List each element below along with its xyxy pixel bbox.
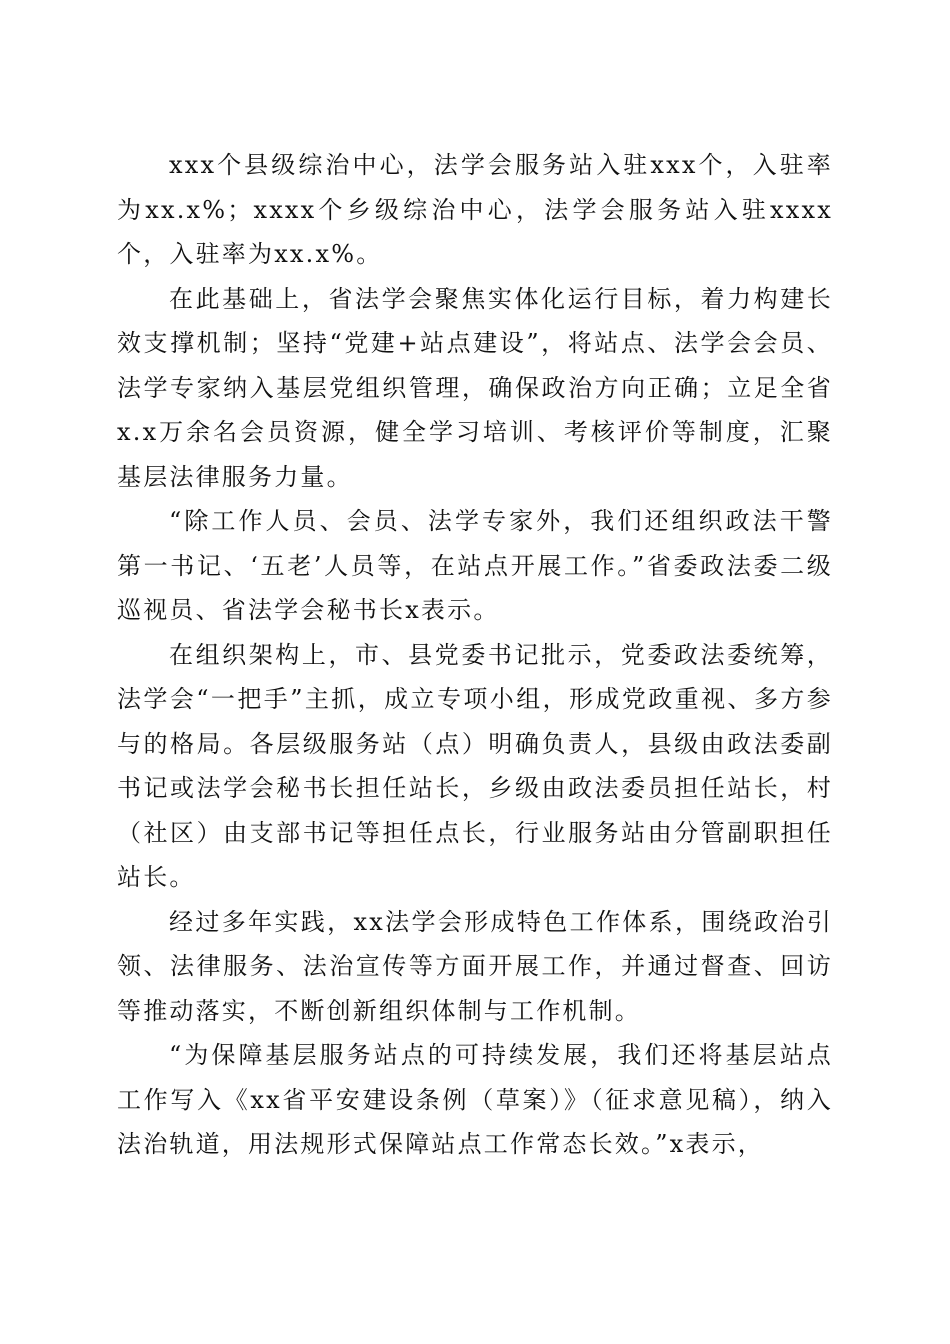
- document-body: [117, 143, 833, 1167]
- paragraph-2: 在此基础上，省法学会聚焦实体化运行目标，着力构建长效支撑机制；坚持“党建+站点建设”，将站点、法学会会员、法学专家纳入基层党组织管理，确保政治方向正确；立足全省x.x万余名会员资源，健全学习培训、考核评价等制度，汇聚基层法律服务力量。: [117, 284, 833, 491]
- paragraph-1: xxx个县级综治中心，法学会服务站入驻xxx个，入驻率为xx.x%；xxxx个乡级综治中心，法学会服务站入驻xxxx个，入驻率为xx.x%。: [117, 151, 833, 268]
- paragraph-5: 经过多年实践，xx法学会形成特色工作体系，围绕政治引领、法律服务、法治宣传等方面开展工作，并通过督查、回访等推动落实，不断创新组织体制与工作机制。: [117, 907, 833, 1025]
- paragraph-4: 在组织架构上，市、县党委书记批示，党委政法委统筹，法学会“一把手”主抓，成立专项小组，形成党政重视、多方参与的格局。各层级服务站（点）明确负责人，县级由政法委副书记或法学会秘书长担任站长，乡级由政法委员担任站长，村（社区）由支部书记等担任点长，行业服务站由分管副职担任站长。: [117, 640, 833, 891]
- paragraph-6: “为保障基层服务站点的可持续发展，我们还将基层站点工作写入《xx省平安建设条例（草案）》（征求意见稿），纳入法治轨道，用法规形式保障站点工作常态长效。”x表示，: [117, 1041, 833, 1158]
- paragraph-3: “除工作人员、会员、法学专家外，我们还组织政法干警第一书记、‘五老’人员等，在站点开展工作。”省委政法委二级巡视员、省法学会秘书长x表示。: [117, 507, 833, 624]
